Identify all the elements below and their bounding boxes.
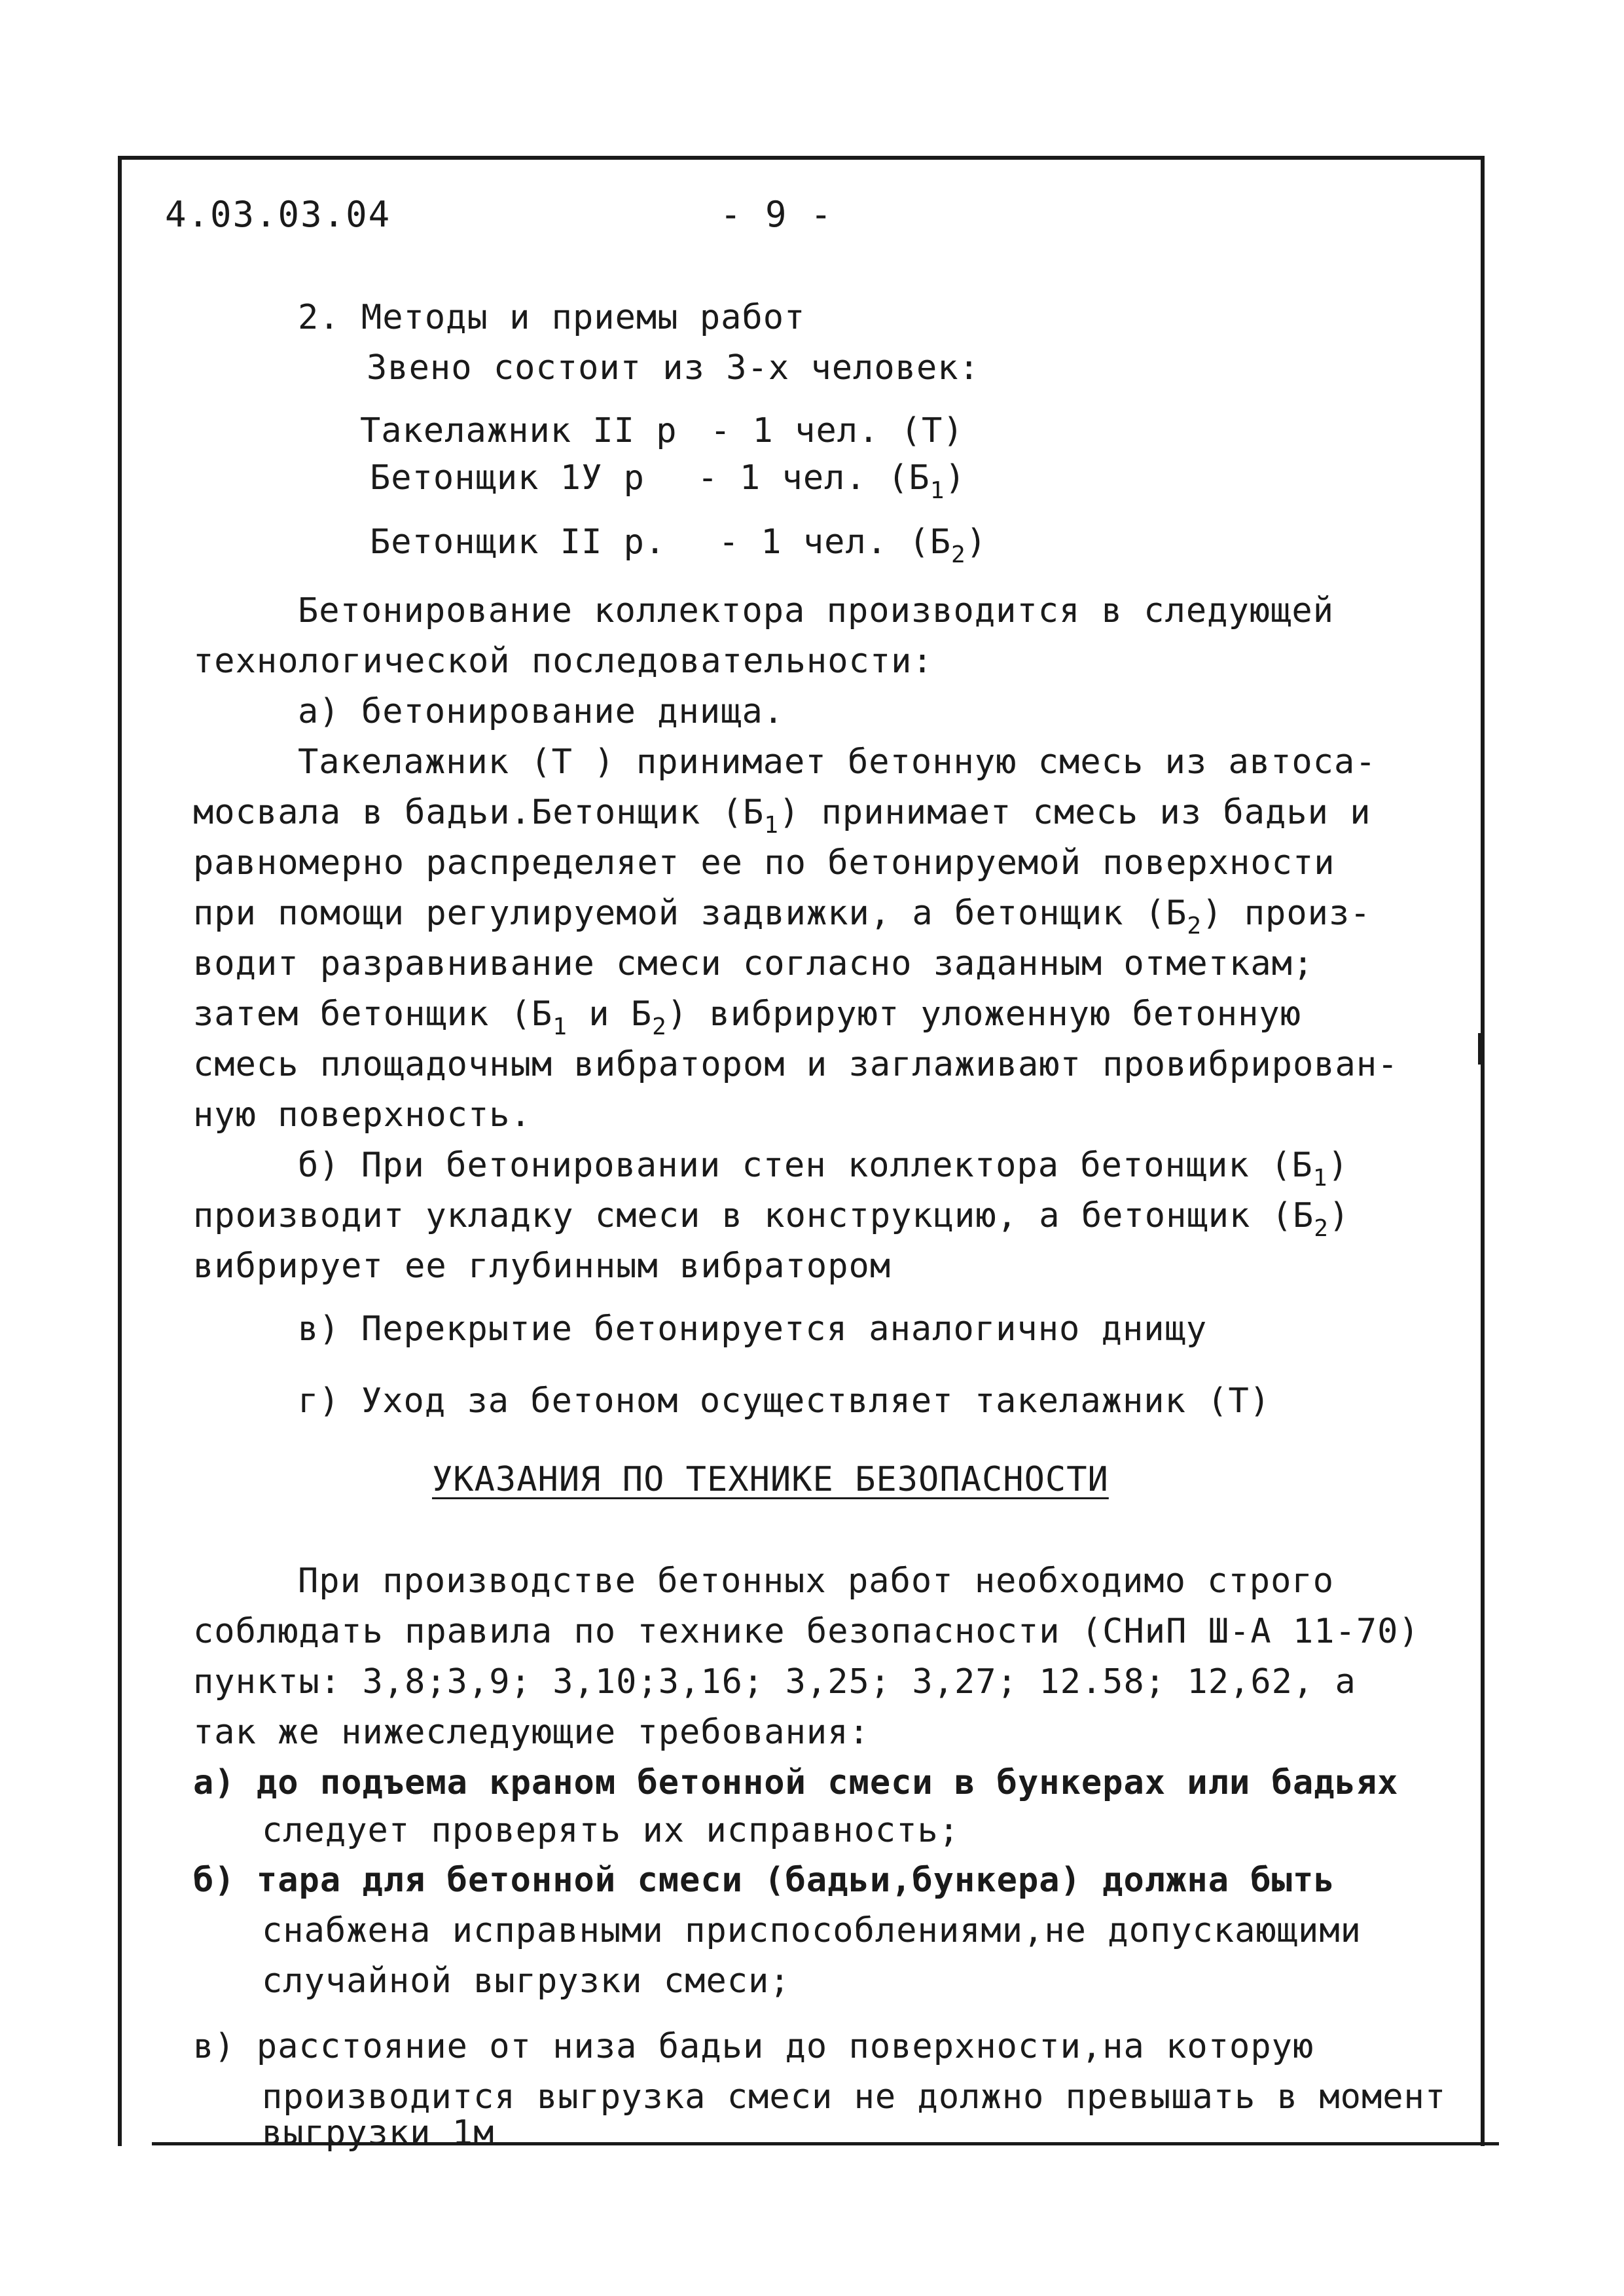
crew-role: Такелажник II р <box>360 411 677 450</box>
body-line: ную поверхность. <box>193 1095 532 1135</box>
crew-code: $(Б_2)$ <box>909 522 987 568</box>
crew-row <box>360 411 964 450</box>
safety-line: следует проверять их исправность; <box>262 1811 960 1850</box>
body-line: б) При бетонировании стен коллектора бетонщик $(Б_1)$ <box>298 1146 1349 1192</box>
safety-line: случайной выгрузки смеси; <box>262 1961 791 2001</box>
safety-line: производится выгрузка смеси не должно превышать в момент <box>262 2077 1447 2117</box>
safety-line: пункты: 3,8;3,9; 3,10;3,16; 3,25; 3,27; 12.58; 12,62, а <box>193 1662 1356 1702</box>
body-line: затем бетонщик ($Б_1$ и $Б_2$) вибрируют уложенную бетонную <box>193 994 1302 1040</box>
doc-code: 4.03.03.04 <box>165 194 391 235</box>
safety-line: снабжена исправными приспособлениями,не допускающими <box>262 1911 1362 1950</box>
page-frame-tick <box>1478 1033 1481 1065</box>
crew-count: - 1 чел. <box>710 411 880 450</box>
crew-code: $(Б_1)$ <box>888 458 966 504</box>
body-line: технологической последовательности: <box>193 642 933 681</box>
crew-role: Бетонщик 1У р <box>370 458 645 498</box>
body-line: равномерно распределяет ее по бетонируемой поверхности <box>193 843 1335 883</box>
safety-line: так же нижеследующие требования: <box>193 1713 870 1752</box>
safety-line: б) тара для бетонной смеси (бадьи,бункера) должна быть <box>193 1861 1335 1900</box>
page-frame-right <box>1481 156 1485 2146</box>
body-line: водит разравнивание смеси согласно заданным отметкам; <box>193 944 1314 983</box>
body-line: мосвала в бадьи.Бетонщик $(Б_1)$ принимает смесь из бадьи и <box>193 793 1371 839</box>
crew-row <box>370 522 987 568</box>
body-line: при помощи регулируемой задвижки, а бетонщик $(Б_2)$ произ- <box>193 894 1371 939</box>
body-line: Бетонирование коллектора производится в следующей <box>298 591 1335 630</box>
safety-line: При производстве бетонных работ необходимо строго <box>298 1561 1335 1601</box>
crew-intro: Звено состоит из 3-х человек: <box>367 348 980 388</box>
section-title: 2. Методы и приемы работ <box>298 298 806 337</box>
body-line: г) Уход за бетоном осуществляет такелажник (Т) <box>298 1381 1271 1421</box>
crew-count: - 1 чел. <box>697 458 867 498</box>
crew-count: - 1 чел. <box>718 522 888 562</box>
safety-line: в) расстояние от низа бадьи до поверхности,на которую <box>193 2027 1314 2066</box>
page-number: - 9 - <box>720 194 833 235</box>
safety-line: выгрузки 1м <box>262 2113 495 2153</box>
page-frame-left <box>118 156 122 2146</box>
safety-heading: УКАЗАНИЯ ПО ТЕХНИКЕ БЕЗОПАСНОСТИ <box>432 1460 1109 1499</box>
safety-line: а) до подъема краном бетонной смеси в бункерах или бадьях <box>193 1763 1399 1802</box>
safety-line: соблюдать правила по технике безопасности (СНиП Ш-А 11-70) <box>193 1612 1420 1651</box>
body-line: в) Перекрытие бетонируется аналогично днищу <box>298 1309 1208 1349</box>
body-line: а) бетонирование днища. <box>298 692 785 731</box>
body-line: Такелажник (Т ) принимает бетонную смесь из автоса- <box>298 742 1377 782</box>
body-line: вибрирует ее глубинным вибратором <box>193 1247 892 1286</box>
body-line: смесь площадочным вибратором и заглаживают провибрирован- <box>193 1045 1399 1084</box>
crew-row <box>370 458 966 504</box>
body-line: производит укладку смеси в конструкцию, а бетонщик $(Б_2)$ <box>193 1196 1350 1242</box>
page-frame-top <box>118 156 1485 160</box>
crew-code: (Т) <box>900 411 964 450</box>
crew-role: Бетонщик II р. <box>370 522 666 562</box>
